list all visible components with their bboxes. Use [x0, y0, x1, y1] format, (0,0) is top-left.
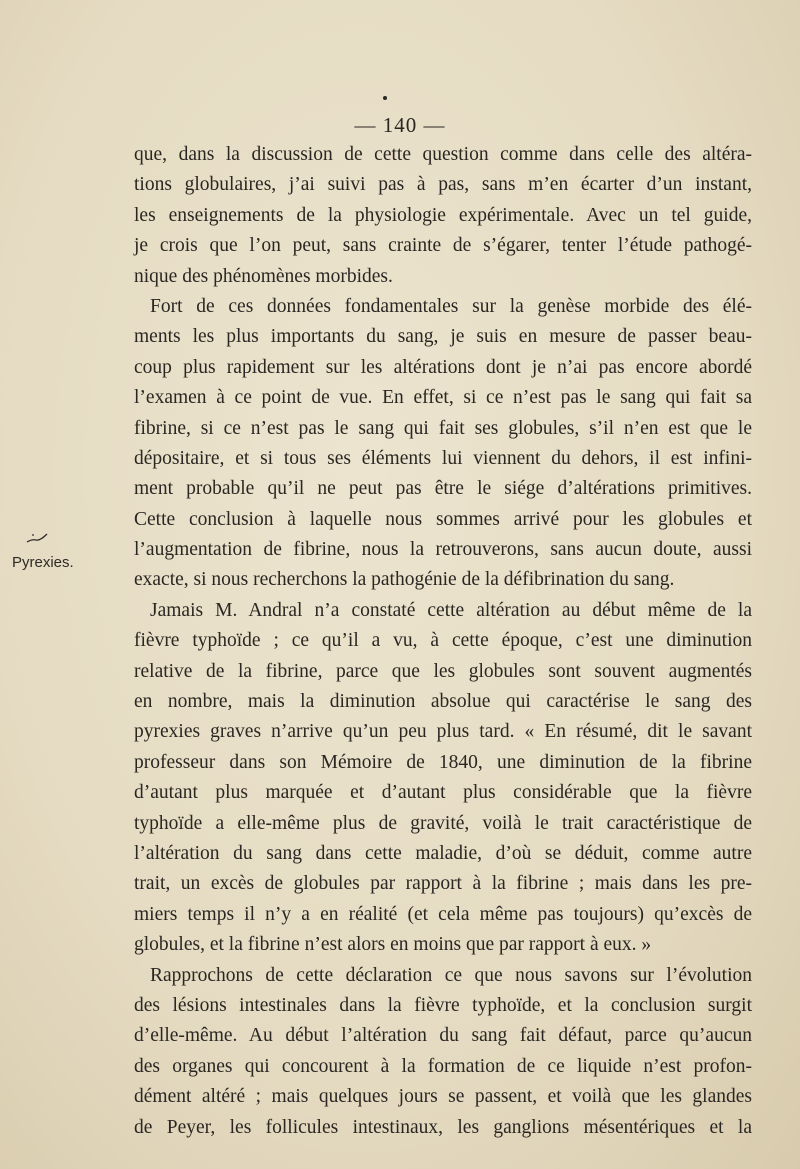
text-line: dément altéré ; mais quelques jours se passent, et voilà que les glandes: [134, 1086, 752, 1108]
page-number: — 140 —: [354, 113, 446, 137]
text-line: Rapprochons de cette déclaration ce que nous savons sur l’évolution: [150, 964, 752, 986]
text-line: que, dans la discussion de cette question comme dans celle des altéra-: [134, 144, 752, 165]
text-line: des organes qui concourent à la formation de ce liquide n’est profon-: [134, 1055, 752, 1077]
ink-speck: [383, 96, 387, 100]
text-line: l’altération du sang dans cette maladie, d’où se déduit, comme autre: [134, 842, 752, 864]
text-line: des lésions intestinales dans la fièvre typhoïde, et la conclusion surgit: [134, 994, 752, 1016]
text-line: fièvre typhoïde ; ce qu’il a vu, à cette époque, c’est une diminution: [134, 630, 752, 652]
text-line: les enseignements de la physiologie expérimentale. Avec un tel guide,: [134, 204, 752, 226]
text-line: typhoïde a elle-même plus de gravité, voilà le trait caractéristique de: [134, 812, 752, 834]
text-line: Fort de ces données fondamentales sur la genèse morbide des élé-: [150, 295, 752, 317]
text-line: d’elle-même. Au début l’altération du sang fait défaut, parce qu’aucun: [134, 1025, 752, 1047]
margin-note: Pyrexies.: [12, 554, 74, 571]
text-line: ment probable qu’il ne peut pas être le siége d’altérations primitives.: [134, 478, 752, 500]
text-line: tions globulaires, j’ai suivi pas à pas, sans m’en écarter d’un instant,: [134, 174, 752, 196]
margin-pen-mark: [26, 530, 48, 544]
text-line: trait, un excès de globules par rapport à la fibrine ; mais dans les pre-: [134, 873, 752, 895]
text-line: pyrexies graves n’arrive qu’un peu plus tard. « En résumé, dit le savant: [134, 721, 752, 743]
text-line: ments les plus importants du sang, je suis en mesure de passer beau-: [134, 326, 752, 348]
text-line: nique des phénomènes morbides.: [134, 265, 393, 287]
text-line: l’examen à ce point de vue. En effet, si ce n’est pas le sang qui fait sa: [134, 387, 752, 409]
text-line: de Peyer, les follicules intestinaux, les ganglions mésentériques et la: [134, 1116, 752, 1138]
body-text: [134, 140, 752, 1143]
text-line: d’autant plus marquée et d’autant plus considérable que la fièvre: [134, 782, 752, 804]
text-line: Cette conclusion à laquelle nous sommes arrivé pour les globules et: [134, 508, 752, 530]
text-line: exacte, si nous recherchons la pathogénie de la défibrination du sang.: [134, 569, 675, 591]
text-line: fibrine, si ce n’est pas le sang qui fait ses globules, s’il n’en est que le: [134, 417, 752, 439]
text-line: globules, et la fibrine n’est alors en moins que par rapport à eux. »: [134, 934, 652, 956]
text-line: dépositaire, et si tous ses éléments lui viennent du dehors, il est infini-: [134, 447, 752, 469]
text-line: je crois que l’on peut, sans crainte de s’égarer, tenter l’étude pathogé-: [134, 235, 752, 257]
text-line: professeur dans son Mémoire de 1840, une diminution de la fibrine: [134, 751, 752, 773]
text-line: relative de la fibrine, parce que les globules sont souvent augmentés: [134, 660, 752, 682]
text-line: l’augmentation de fibrine, nous la retrouverons, sans aucun doute, aussi: [134, 539, 752, 561]
text-line: miers temps il n’y a en réalité (et cela même pas toujours) qu’excès de: [134, 903, 752, 925]
text-line: Jamais M. Andral n’a constaté cette altération au début même de la: [150, 599, 752, 621]
text-line: en nombre, mais la diminution absolue qui caractérise le sang des: [134, 691, 752, 713]
text-line: coup plus rapidement sur les altérations dont je n’ai pas encore abordé: [134, 356, 752, 378]
